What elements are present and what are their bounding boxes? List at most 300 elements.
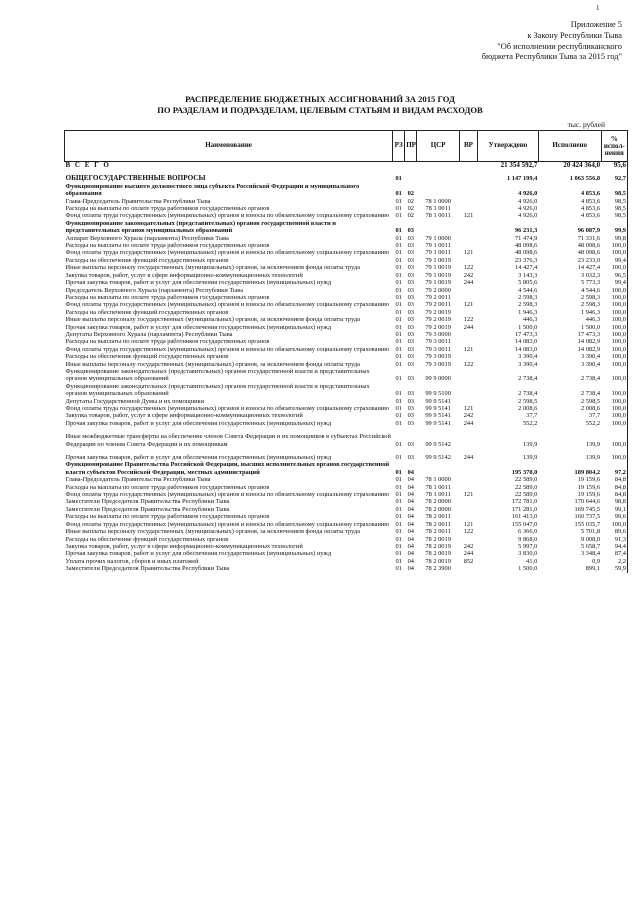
cell-pr: 03 xyxy=(407,397,414,405)
cell-executed: 139,9 xyxy=(585,454,601,462)
table-row xyxy=(65,484,628,491)
cell-executed: 1 500,0 xyxy=(580,323,601,331)
cell-executed: 5 658,7 xyxy=(580,542,601,550)
cell-name: Иные выплаты персоналу государственных (муниципальных) органов, за исключением фонда оплаты труда xyxy=(65,316,360,324)
cell-pct: 99,4 xyxy=(601,257,627,264)
cell-executed: 170 644,6 xyxy=(574,498,601,506)
cell-pct: 89,6 xyxy=(601,528,627,535)
table-row xyxy=(65,309,628,316)
cell-name: Расходы на выплаты по оплате труда работников государственных органов xyxy=(65,205,270,213)
cell-pr: 03 xyxy=(407,293,414,301)
cell-csr: 99 9 5141 xyxy=(425,405,451,412)
cell-csr: 78 1 0011 xyxy=(425,491,451,499)
cell-csr: 79 2 0019 xyxy=(425,323,451,331)
header-csr: ЦСР xyxy=(417,131,460,162)
cell-rz: 01 xyxy=(395,293,402,301)
cell-approved: 161 413,0 xyxy=(511,513,538,521)
cell-pct: 99,9 xyxy=(601,220,627,235)
table-row xyxy=(65,513,628,520)
cell-executed: 4 853,6 xyxy=(580,212,601,220)
cell-approved: 3 390,4 xyxy=(518,353,538,361)
table-row xyxy=(65,543,628,550)
cell-rz: 01 xyxy=(395,505,402,513)
cell-rz: 01 xyxy=(395,338,402,346)
cell-vr xyxy=(459,338,477,345)
cell-executed: 71 331,6 xyxy=(577,234,601,242)
cell-name: Расходы на выплаты по оплате труда работников государственных органов xyxy=(65,513,270,521)
cell-approved: 139,9 xyxy=(522,454,538,462)
cell-name: Иные межбюджетные трансферты на обеспечение членов Совета Федерации и их помощников в субъектах Российской Федерации по членам Совета Федерации и их помощникам xyxy=(65,433,391,448)
cell-name: Функционирование Правительства Российской Федерации, высших исполнительных органов государственной власти субъектов Российской Федерации, местных администраций xyxy=(65,461,390,476)
cell-vr xyxy=(459,353,477,360)
cell-pct: 99,6 xyxy=(601,513,627,520)
cell-name: Фонд оплаты труда государственных (муниципальных) органов и взносы по обязательному социальному страхованию xyxy=(65,491,390,499)
cell-csr: 79 3 0000 xyxy=(425,330,451,338)
cell-csr xyxy=(417,461,460,476)
cell-rz: 01 xyxy=(395,345,402,353)
cell-csr: 78 1 0011 xyxy=(425,212,451,220)
cell-pr: 03 xyxy=(407,454,414,462)
cell-approved: 1 147 199,4 xyxy=(506,175,538,183)
cell-vr xyxy=(459,513,477,520)
cell-rz: 01 xyxy=(395,476,402,484)
table-row xyxy=(65,279,628,286)
cell-pr: 03 xyxy=(407,360,414,368)
cell-approved: 9 868,0 xyxy=(518,535,538,543)
cell-pct: 59,9 xyxy=(601,565,627,572)
cell-pr: 04 xyxy=(407,476,414,484)
cell-pct: 84,8 xyxy=(601,491,627,498)
cell-pr: 03 xyxy=(407,308,414,316)
cell-name: Расходы на обеспечение функций государственных органов xyxy=(65,308,229,316)
table-row xyxy=(65,212,628,219)
title-line: РАСПРЕДЕЛЕНИЕ БЮДЖЕТНЫХ АССИГНОВАНИЙ ЗА 2015 ГОД xyxy=(185,94,455,104)
cell-pr: 03 xyxy=(407,227,414,235)
cell-rz: 01 xyxy=(395,271,402,279)
cell-vr: 244 xyxy=(463,419,474,427)
cell-vr: 122 xyxy=(463,316,474,324)
table-row xyxy=(65,433,628,448)
cell-pct: 100,0 xyxy=(601,264,627,271)
cell-pct: 100,0 xyxy=(601,316,627,323)
cell-rz: 01 xyxy=(395,205,402,213)
cell-name: Расходы на обеспечение функций государственных органов xyxy=(65,353,229,361)
cell-executed: 5 701,8 xyxy=(580,528,601,536)
cell-pct: 100,0 xyxy=(601,287,627,294)
cell-name: Заместители Председателя Правительства Республики Тыва xyxy=(65,565,230,573)
cell-pct: 100,0 xyxy=(601,309,627,316)
cell-pct: 96,5 xyxy=(601,272,627,279)
cell-pct: 98,5 xyxy=(601,183,627,198)
cell-executed: 2 008,6 xyxy=(580,405,601,412)
table-row xyxy=(65,498,628,505)
table-row xyxy=(65,412,628,419)
table-header-row xyxy=(65,131,628,162)
cell-csr: 79 2 0000 xyxy=(425,286,451,294)
cell-approved: 1 500,0 xyxy=(518,323,538,331)
cell-pct: 98,8 xyxy=(601,498,627,505)
cell-pr: 04 xyxy=(407,550,414,558)
cell-pct: 100,0 xyxy=(601,521,627,528)
cell-executed: 2 738,4 xyxy=(580,375,601,383)
appendix-header xyxy=(422,20,622,63)
cell-name: Аппарат Верховного Хурала (парламента) Республики Тыва xyxy=(65,234,229,242)
cell-csr: 78 1 0011 xyxy=(425,483,451,491)
cell-approved: 5 805,6 xyxy=(518,279,538,287)
cell-name: Расходы на выплаты по оплате труда работников государственных органов xyxy=(65,483,270,491)
cell-csr: 78 2 0011 xyxy=(425,513,451,521)
cell-executed: 160 737,5 xyxy=(574,513,601,521)
cell-pct: 100,0 xyxy=(601,338,627,345)
cell-pr: 03 xyxy=(407,264,414,272)
budget-table xyxy=(64,130,628,573)
cell-pr: 04 xyxy=(407,468,414,476)
title-line: ПО РАЗДЕЛАМ И ПОДРАЗДЕЛАМ, ЦЕЛЕВЫМ СТАТЬЯМ И ВИДАМ РАСХОДОВ xyxy=(157,105,483,115)
document-title xyxy=(0,94,640,116)
cell-pct: 100,0 xyxy=(601,331,627,338)
cell-approved: 2 598,3 xyxy=(518,293,538,301)
cell-rz: 01 xyxy=(395,520,402,528)
cell-rz: 01 xyxy=(395,212,402,220)
table-row xyxy=(65,398,628,405)
cell-approved: 171 281,0 xyxy=(511,505,538,513)
table-row xyxy=(65,361,628,368)
cell-name: Уплата прочих налогов, сборов и иных платежей xyxy=(65,557,199,565)
cell-pct: 100,0 xyxy=(601,398,627,405)
cell-name: Заместители Председателя Правительства Республики Тыва xyxy=(65,505,230,513)
cell-approved: 22 589,0 xyxy=(514,491,538,499)
cell-csr: 79 2 0019 xyxy=(425,316,451,324)
cell-approved: 96 231,3 xyxy=(514,227,538,235)
cell-approved: 2 738,4 xyxy=(518,375,538,383)
cell-csr xyxy=(417,183,460,198)
cell-name: Функционирование законодательных (представительных) органов государственной власти и представительных органов муниципальных образований xyxy=(65,219,336,235)
cell-vr xyxy=(459,205,477,212)
cell-executed: 1 946,3 xyxy=(580,308,601,316)
table-row xyxy=(65,162,628,170)
cell-pr: 03 xyxy=(407,323,414,331)
cell-rz: 01 xyxy=(395,279,402,287)
cell-pr: 03 xyxy=(407,286,414,294)
cell-pct: 2,2 xyxy=(601,558,627,565)
cell-pct: 94,4 xyxy=(601,543,627,550)
cell-vr xyxy=(459,536,477,543)
cell-pr: 03 xyxy=(407,375,414,383)
cell-csr: 79 1 0019 xyxy=(425,264,451,272)
cell-approved: 2 598,3 xyxy=(518,301,538,309)
cell-csr: 78 2 0011 xyxy=(425,520,451,528)
cell-pct: 84,8 xyxy=(601,476,627,483)
cell-vr xyxy=(459,383,477,398)
cell-pr: 03 xyxy=(407,345,414,353)
cell-csr: 79 1 0019 xyxy=(425,271,451,279)
cell-approved: 4 926,0 xyxy=(518,190,538,198)
cell-rz: 01 xyxy=(395,535,402,543)
cell-approved: 139,9 xyxy=(522,440,538,448)
cell-approved: 2 008,6 xyxy=(518,405,538,412)
cell-vr: 122 xyxy=(463,360,474,368)
cell-name: Функционирование законодательных (представительных) органов государственной власти и представительных органов муниципальных образований xyxy=(65,382,370,398)
cell-pct: 98,5 xyxy=(601,205,627,212)
cell-approved: 3 830,0 xyxy=(518,550,538,558)
cell-vr xyxy=(459,220,477,235)
table-row xyxy=(65,175,628,182)
table-row xyxy=(65,521,628,528)
cell-vr xyxy=(459,476,477,483)
cell-approved: 195 370,0 xyxy=(511,468,538,476)
cell-rz: 01 xyxy=(395,565,402,573)
cell-rz: 01 xyxy=(395,227,402,235)
table-row xyxy=(65,353,628,360)
cell-rz: 01 xyxy=(395,405,402,412)
table-row xyxy=(65,506,628,513)
cell-executed: 2 598,5 xyxy=(580,397,601,405)
page-number: 1 xyxy=(596,4,600,12)
table-row xyxy=(65,316,628,323)
cell-pr: 04 xyxy=(407,535,414,543)
cell-vr xyxy=(459,242,477,249)
cell-rz: 01 xyxy=(395,491,402,499)
cell-executed: 5 773,3 xyxy=(580,279,601,287)
header-rz: РЗ xyxy=(393,131,405,162)
cell-pr: 02 xyxy=(407,205,414,213)
cell-rz: 01 xyxy=(395,454,402,462)
cell-approved: 22 589,0 xyxy=(514,476,538,484)
cell-executed: 3 390,4 xyxy=(580,353,601,361)
cell-approved: 552,2 xyxy=(522,419,538,427)
cell-pr: 03 xyxy=(407,419,414,427)
cell-approved: 37,7 xyxy=(526,412,538,420)
cell-vr xyxy=(459,235,477,242)
cell-pct: 100,0 xyxy=(601,353,627,360)
appendix-line: "Об исполнении республиканского xyxy=(497,41,622,51)
cell-vr xyxy=(459,498,477,505)
cell-csr: 99 9 5142 xyxy=(425,440,451,448)
cell-approved: 1 946,3 xyxy=(518,308,538,316)
cell-vr: 244 xyxy=(463,323,474,331)
cell-vr xyxy=(459,257,477,264)
cell-pr: 03 xyxy=(407,412,414,420)
cell-name: Расходы на обеспечение функций государственных органов xyxy=(65,256,229,264)
cell-pr: 03 xyxy=(407,330,414,338)
cell-approved: 48 098,6 xyxy=(514,249,538,257)
cell-rz: 01 xyxy=(395,353,402,361)
cell-vr xyxy=(459,309,477,316)
cell-name: Прочая закупка товаров, работ и услуг для обеспечения государственных (муниципальных) нужд xyxy=(65,279,332,287)
cell-csr: 79 3 0019 xyxy=(425,360,451,368)
cell-csr: 79 3 0011 xyxy=(425,345,451,353)
cell-executed: 155 035,7 xyxy=(574,520,601,528)
cell-name: Расходы на выплаты по оплате труда работников государственных органов xyxy=(65,338,270,346)
units-label: тыс. рублей xyxy=(567,120,605,129)
cell-vr: 244 xyxy=(463,550,474,558)
cell-pr: 03 xyxy=(407,249,414,257)
header-vr: ВР xyxy=(459,131,477,162)
cell-pr: 03 xyxy=(407,279,414,287)
cell-executed: 14 082,9 xyxy=(577,338,601,346)
table-row xyxy=(65,198,628,205)
cell-pct: 100,0 xyxy=(601,294,627,301)
cell-pct: 98,5 xyxy=(601,198,627,205)
cell-approved: 14 083,0 xyxy=(514,345,538,353)
cell-name: Прочая закупка товаров, работ и услуг для обеспечения государственных (муниципальных) нужд xyxy=(65,419,332,427)
table-row xyxy=(65,528,628,535)
cell-csr: 79 2 0019 xyxy=(425,308,451,316)
cell-vr: 121 xyxy=(463,405,474,412)
cell-executed: 189 804,2 xyxy=(574,468,601,476)
cell-approved: 23 376,3 xyxy=(514,256,538,264)
cell-csr: 99 9 5100 xyxy=(425,390,451,398)
table-body xyxy=(65,162,628,573)
cell-pct: 100,0 xyxy=(601,368,627,383)
cell-pct: 91,3 xyxy=(601,536,627,543)
cell-vr: 121 xyxy=(463,249,474,257)
cell-executed: 96 087,9 xyxy=(577,227,601,235)
cell-pct: 100,0 xyxy=(601,433,627,448)
cell-pr: 04 xyxy=(407,528,414,536)
cell-csr: 79 3 0019 xyxy=(425,353,451,361)
table-row xyxy=(65,405,628,412)
cell-rz: 01 xyxy=(395,419,402,427)
cell-vr xyxy=(459,294,477,301)
cell-csr: 79 1 0011 xyxy=(425,249,451,257)
cell-rz: 01 xyxy=(395,264,402,272)
cell-name: Глава-Председатель Правительства Республики Тыва xyxy=(65,197,211,205)
cell-csr: 99 9 0000 xyxy=(425,375,451,383)
cell-csr: 78 2 0000 xyxy=(425,505,451,513)
cell-rz: 01 xyxy=(395,286,402,294)
cell-rz: 01 xyxy=(395,550,402,558)
table-row xyxy=(65,346,628,353)
cell-name: Председатель Верховного Хурала (парламента) Республики Тыва xyxy=(65,286,244,294)
cell-pct: 87,4 xyxy=(601,550,627,557)
cell-pr: 03 xyxy=(407,242,414,250)
cell-vr: 122 xyxy=(463,264,474,272)
table-row xyxy=(65,454,628,461)
cell-approved: 1 500,0 xyxy=(518,565,538,573)
cell-vr: 121 xyxy=(463,520,474,528)
cell-name: Фонд оплаты труда государственных (муниципальных) органов и взносы по обязательному социальному страхованию xyxy=(65,301,390,309)
cell-pr: 03 xyxy=(407,316,414,324)
cell-executed: 4 853,6 xyxy=(580,190,601,198)
cell-csr: 78 1 0011 xyxy=(425,205,451,213)
cell-approved: 172 781,0 xyxy=(511,498,538,506)
cell-csr: 79 2 0011 xyxy=(425,301,451,309)
table-row xyxy=(65,264,628,271)
header-pct: % испол-нения xyxy=(601,131,627,162)
cell-pct: 100,0 xyxy=(601,249,627,256)
cell-executed: 37,7 xyxy=(588,412,601,420)
cell-approved: 4 926,0 xyxy=(518,197,538,205)
cell-vr xyxy=(459,368,477,383)
cell-rz: 01 xyxy=(395,190,402,198)
cell-name: Закупка товаров, работ, услуг в сфере информационно-коммуникационных технологий xyxy=(65,271,303,279)
cell-vr: 121 xyxy=(463,212,474,220)
cell-executed: 17 473,3 xyxy=(577,330,601,338)
table-row xyxy=(65,242,628,249)
cell-approved: 4 926,0 xyxy=(518,205,538,213)
cell-pct: 100,0 xyxy=(601,301,627,308)
cell-pct: 100,0 xyxy=(601,346,627,353)
cell-pr: 02 xyxy=(407,190,414,198)
cell-executed: 48 098,6 xyxy=(577,249,601,257)
cell-pr: 04 xyxy=(407,505,414,513)
cell-rz: 01 xyxy=(395,234,402,242)
cell-pr: 04 xyxy=(407,483,414,491)
cell-csr: 79 1 0011 xyxy=(425,242,451,250)
cell-pct: 100,0 xyxy=(601,454,627,461)
cell-csr: 78 2 0019 xyxy=(425,557,451,565)
cell-executed: 899,1 xyxy=(585,565,601,573)
cell-vr xyxy=(459,162,477,170)
cell-vr xyxy=(459,565,477,572)
cell-rz: 01 xyxy=(395,483,402,491)
cell-executed: 3 032,3 xyxy=(580,271,601,279)
cell-csr xyxy=(417,220,460,235)
cell-approved: 14 427,4 xyxy=(514,264,538,272)
appendix-line: к Закону Республики Тыва xyxy=(527,30,622,40)
cell-vr xyxy=(459,183,477,198)
cell-name: Фонд оплаты труда государственных (муниципальных) органов и взносы по обязательному социальному страхованию xyxy=(65,345,390,353)
cell-rz: 01 xyxy=(395,390,402,398)
cell-csr: 78 1 0000 xyxy=(425,197,451,205)
cell-approved: 5 997,0 xyxy=(518,542,538,550)
cell-executed: 19 159,6 xyxy=(577,483,601,491)
cell-pct: 100,0 xyxy=(601,324,627,331)
cell-rz: 01 xyxy=(395,397,402,405)
cell-name: Иные выплаты персоналу государственных (муниципальных) органов, за исключением фонда оплаты труда xyxy=(65,360,360,368)
cell-approved: 3 143,3 xyxy=(518,271,538,279)
cell-pr: 03 xyxy=(407,256,414,264)
appendix-line: бюджета Республики Тыва за 2015 год" xyxy=(481,52,622,62)
cell-name: Расходы на обеспечение функций государственных органов xyxy=(65,535,229,543)
cell-executed: 4 853,6 xyxy=(580,197,601,205)
table-row xyxy=(65,368,628,383)
cell-vr xyxy=(459,287,477,294)
cell-rz: 01 xyxy=(395,528,402,536)
cell-rz xyxy=(393,162,405,170)
cell-pct: 97,2 xyxy=(601,461,627,476)
table-row xyxy=(65,383,628,398)
table-row xyxy=(65,558,628,565)
table-row xyxy=(65,565,628,572)
cell-rz: 01 xyxy=(395,323,402,331)
cell-executed: 3 348,4 xyxy=(580,550,601,558)
cell-vr xyxy=(459,398,477,405)
cell-pr: 04 xyxy=(407,557,414,565)
cell-name: Закупка товаров, работ, услуг в сфере информационно-коммуникационных технологий xyxy=(65,412,303,420)
header-name: Наименование xyxy=(65,131,393,162)
cell-executed: 4 853,6 xyxy=(580,205,601,213)
table-row xyxy=(65,205,628,212)
cell-vr: 242 xyxy=(463,271,474,279)
cell-approved: 4 544,6 xyxy=(518,286,538,294)
cell-vr: 852 xyxy=(463,557,474,565)
cell-rz: 01 xyxy=(395,242,402,250)
table-row xyxy=(65,331,628,338)
cell-executed: 2 598,3 xyxy=(580,301,601,309)
cell-name: Иные выплаты персоналу государственных (муниципальных) органов, за исключением фонда оплаты труда xyxy=(65,528,360,536)
cell-pr: 04 xyxy=(407,491,414,499)
cell-pct: 100,0 xyxy=(601,412,627,419)
cell-name: Глава-Председатель Правительства Республики Тыва xyxy=(65,476,211,484)
cell-name: Депутаты Верховного Хурала (парламента) Республики Тыва xyxy=(65,330,233,338)
cell-csr: 79 1 0000 xyxy=(425,234,451,242)
cell-pr: 02 xyxy=(407,212,414,220)
cell-csr: 78 1 0000 xyxy=(425,476,451,484)
cell-name: Фонд оплаты труда государственных (муниципальных) органов и взносы по обязательному социальному страхованию xyxy=(65,249,390,257)
table-row xyxy=(65,338,628,345)
